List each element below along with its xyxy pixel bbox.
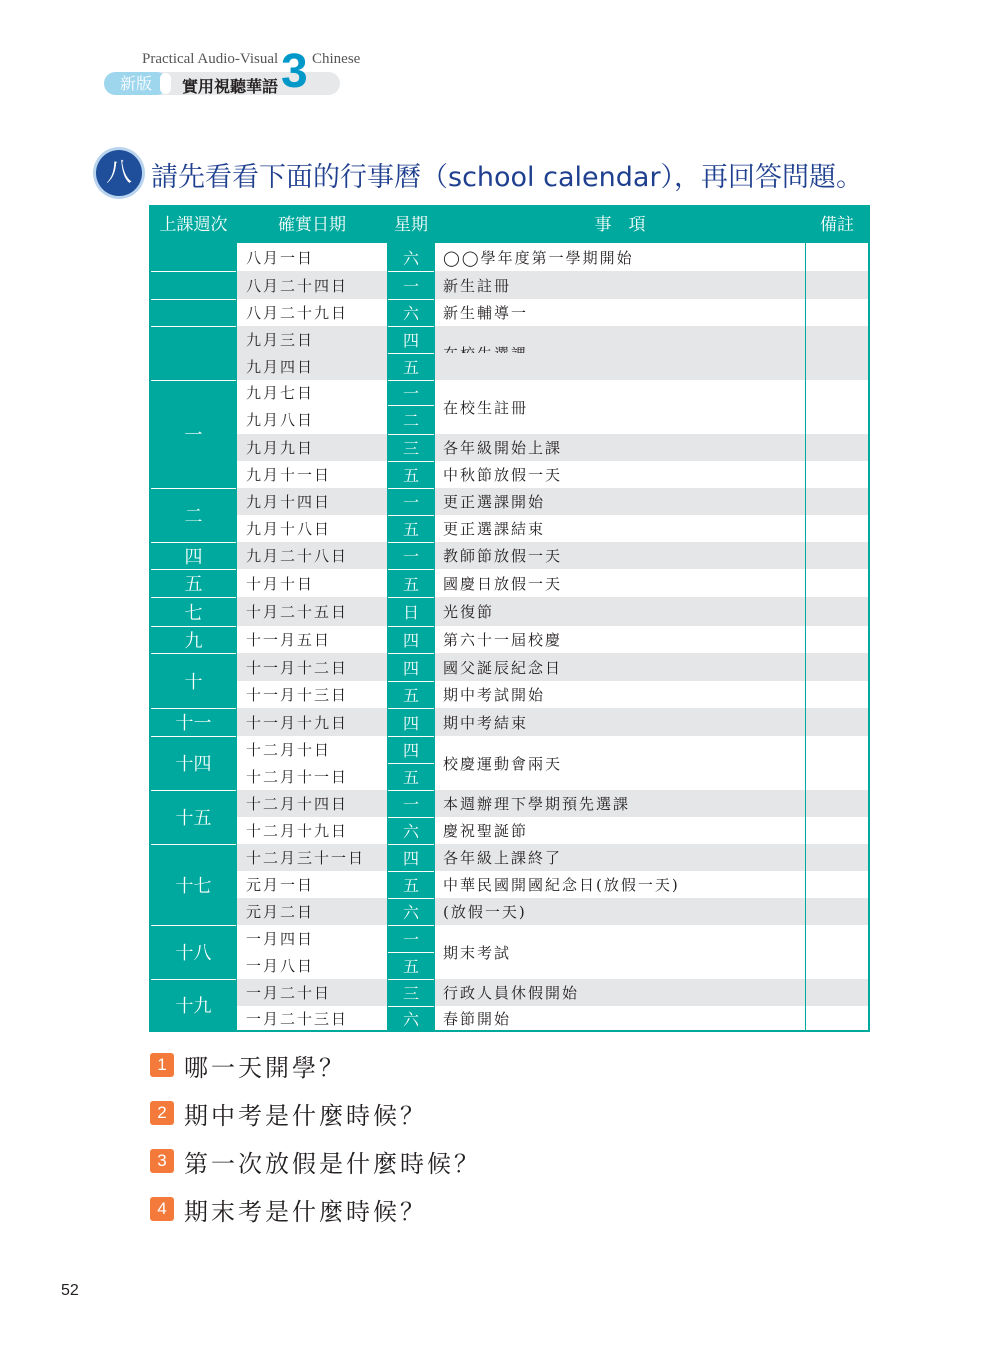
week-cell bbox=[151, 271, 236, 299]
weekday-cell: 五 bbox=[388, 871, 434, 898]
header-weekday: 星期 bbox=[394, 215, 428, 235]
header-divider bbox=[160, 73, 171, 94]
weekday-separator bbox=[388, 515, 434, 516]
weekday-cell: 四 bbox=[388, 708, 434, 736]
weekday-separator bbox=[388, 736, 434, 737]
weekday-separator bbox=[388, 353, 434, 354]
weekday-cell: 三 bbox=[388, 434, 434, 461]
weekday-cell: 五 bbox=[388, 461, 434, 488]
event-cell: 春節開始 bbox=[443, 1009, 512, 1028]
event-cell: 期中考試開始 bbox=[443, 686, 546, 704]
page-header bbox=[0, 0, 1000, 110]
date-cell: 八月一日 bbox=[246, 248, 315, 267]
event-cell: 本週辦理下學期預先選課 bbox=[443, 795, 631, 813]
weekday-separator bbox=[388, 871, 434, 872]
weekday-cell: 日 bbox=[388, 597, 434, 626]
event-cell: 期末考試 bbox=[443, 943, 512, 962]
week-separator bbox=[151, 844, 236, 845]
date-cell: 九月二十八日 bbox=[246, 547, 349, 565]
weekday-cell: 六 bbox=[388, 898, 434, 925]
weekday-cell: 五 bbox=[388, 353, 434, 380]
header-english-left: Practical Audio-Visual bbox=[142, 51, 279, 67]
week-cell bbox=[151, 243, 236, 271]
weekday-cell: 四 bbox=[388, 326, 434, 353]
date-cell: 十一月十三日 bbox=[246, 686, 349, 704]
weekday-separator bbox=[388, 405, 434, 406]
date-cell: 十一月十九日 bbox=[246, 713, 349, 732]
week-separator bbox=[151, 271, 236, 272]
date-cell: 十月二十五日 bbox=[246, 603, 349, 621]
date-cell: 一月二十三日 bbox=[246, 1009, 349, 1028]
weekday-separator bbox=[388, 434, 434, 435]
week-cell: 九 bbox=[151, 626, 236, 653]
week-separator bbox=[151, 542, 236, 543]
table-row bbox=[151, 763, 868, 790]
event-cell: 中秋節放假一天 bbox=[443, 466, 563, 484]
question-text: 期末考是什麼時候？ bbox=[184, 1197, 427, 1226]
question-number: 1 bbox=[150, 1053, 174, 1077]
question-text: 期中考是什麼時候？ bbox=[184, 1101, 427, 1130]
book-title: 實用視聽華語 bbox=[182, 77, 279, 96]
table-row bbox=[151, 952, 868, 979]
weekday-separator bbox=[388, 488, 434, 489]
question-number: 4 bbox=[150, 1197, 174, 1221]
event-cell: 光復節 bbox=[443, 603, 495, 621]
week-separator bbox=[151, 653, 236, 654]
weekday-separator bbox=[388, 569, 434, 570]
header-note: 備註 bbox=[820, 215, 854, 235]
date-cell: 十二月十一日 bbox=[246, 768, 349, 786]
exercise-number-badge: 八 bbox=[96, 150, 142, 196]
date-cell: 一月四日 bbox=[246, 930, 315, 948]
school-calendar-table bbox=[149, 205, 870, 1032]
weekday-cell: 六 bbox=[388, 817, 434, 844]
column-divider bbox=[434, 207, 435, 1030]
weekday-separator bbox=[388, 626, 434, 627]
weekday-cell: 一 bbox=[388, 271, 434, 299]
weekday-cell: 三 bbox=[388, 979, 434, 1006]
event-cell: 各年級開始上課 bbox=[443, 439, 563, 457]
event-cell: 第六十一屆校慶 bbox=[443, 631, 563, 649]
event-cell: 更正選課結束 bbox=[443, 520, 546, 538]
weekday-cell: 一 bbox=[388, 488, 434, 515]
weekday-separator bbox=[388, 817, 434, 818]
event-cell: 國父誕辰紀念日 bbox=[443, 658, 563, 677]
week-cell: 十七 bbox=[151, 844, 236, 925]
event-cell: 新生註冊 bbox=[443, 276, 512, 295]
date-cell: 九月九日 bbox=[246, 439, 315, 457]
event-cell: (放假一天) bbox=[443, 903, 527, 921]
weekday-cell: 二 bbox=[388, 405, 434, 434]
exercise-title: 請先看看下面的行事曆（school calendar），再回答問題。 bbox=[151, 162, 864, 193]
date-cell: 一月二十日 bbox=[246, 984, 332, 1002]
question-text: 哪一天開學？ bbox=[184, 1053, 346, 1082]
week-cell: 十八 bbox=[151, 925, 236, 979]
weekday-cell: 四 bbox=[388, 653, 434, 681]
column-divider bbox=[236, 207, 237, 1030]
weekday-cell: 五 bbox=[388, 952, 434, 979]
table-row bbox=[151, 353, 868, 380]
question-number: 2 bbox=[150, 1101, 174, 1125]
weekday-separator bbox=[388, 925, 434, 926]
weekday-cell: 一 bbox=[388, 542, 434, 569]
page-number: 52 bbox=[61, 1282, 79, 1299]
date-cell: 一月八日 bbox=[246, 957, 315, 975]
week-cell: 二 bbox=[151, 488, 236, 542]
week-separator bbox=[151, 299, 236, 300]
event-cell: 國慶日放假一天 bbox=[443, 574, 563, 593]
week-separator bbox=[151, 597, 236, 598]
date-cell: 九月八日 bbox=[246, 411, 315, 429]
weekday-separator bbox=[388, 542, 434, 543]
week-separator bbox=[151, 626, 236, 627]
weekday-separator bbox=[388, 271, 434, 272]
event-cell: 教師節放假一天 bbox=[443, 547, 563, 565]
week-separator bbox=[151, 326, 236, 327]
date-cell: 九月七日 bbox=[246, 384, 315, 402]
week-separator bbox=[151, 790, 236, 791]
week-separator bbox=[151, 736, 236, 737]
date-cell: 十一月五日 bbox=[246, 631, 332, 649]
date-cell: 十二月十日 bbox=[246, 741, 332, 759]
date-cell: 十二月十九日 bbox=[246, 822, 349, 840]
edition-badge: 新版 bbox=[104, 72, 168, 95]
weekday-cell: 一 bbox=[388, 790, 434, 817]
weekday-separator bbox=[388, 708, 434, 709]
date-cell: 十二月十四日 bbox=[246, 795, 349, 813]
weekday-separator bbox=[388, 461, 434, 462]
weekday-separator bbox=[388, 1006, 434, 1007]
week-cell: 十九 bbox=[151, 979, 236, 1030]
column-divider bbox=[387, 207, 388, 1030]
question-3 bbox=[150, 1146, 481, 1176]
date-cell: 八月二十九日 bbox=[246, 304, 349, 322]
week-separator bbox=[151, 708, 236, 709]
weekday-separator bbox=[388, 597, 434, 598]
weekday-separator bbox=[388, 299, 434, 300]
weekday-separator bbox=[388, 681, 434, 682]
table-row bbox=[151, 405, 868, 434]
week-cell: 七 bbox=[151, 597, 236, 626]
date-cell: 九月十八日 bbox=[246, 520, 332, 538]
header-date: 確實日期 bbox=[278, 215, 346, 235]
volume-number: 3 bbox=[281, 45, 308, 98]
week-cell: 十四 bbox=[151, 736, 236, 790]
week-separator bbox=[151, 925, 236, 926]
header-week: 上課週次 bbox=[159, 215, 228, 235]
question-number: 3 bbox=[150, 1149, 174, 1173]
weekday-separator bbox=[388, 844, 434, 845]
weekday-cell: 五 bbox=[388, 569, 434, 597]
weekday-separator bbox=[388, 653, 434, 654]
table-header-row bbox=[151, 207, 868, 243]
week-separator bbox=[151, 569, 236, 570]
date-cell: 九月十四日 bbox=[246, 493, 332, 511]
week-cell bbox=[151, 299, 236, 326]
weekday-separator bbox=[388, 898, 434, 899]
date-cell: 九月三日 bbox=[246, 331, 315, 349]
week-cell: 十一 bbox=[151, 708, 236, 736]
week-cell bbox=[151, 326, 236, 380]
date-cell: 元月一日 bbox=[246, 876, 315, 894]
event-cell: 行政人員休假開始 bbox=[443, 984, 580, 1002]
week-cell: 四 bbox=[151, 542, 236, 569]
column-divider bbox=[805, 207, 806, 1030]
event-cell: 校慶運動會兩天 bbox=[443, 754, 563, 773]
week-cell: 五 bbox=[151, 569, 236, 597]
date-cell: 十一月十二日 bbox=[246, 658, 349, 677]
weekday-separator bbox=[388, 763, 434, 764]
weekday-cell: 一 bbox=[388, 380, 434, 405]
event-cell: 各年級上課終了 bbox=[443, 849, 563, 867]
week-cell: 一 bbox=[151, 380, 236, 488]
header-event: 事 項 bbox=[594, 215, 646, 235]
header-english-right: Chinese bbox=[312, 51, 361, 67]
weekday-separator bbox=[388, 952, 434, 953]
date-cell: 八月二十四日 bbox=[246, 276, 349, 295]
weekday-cell: 六 bbox=[388, 299, 434, 326]
event-cell: 更正選課開始 bbox=[443, 493, 546, 511]
event-cell: ◯◯學年度第一學期開始 bbox=[443, 248, 634, 267]
question-text: 第一次放假是什麼時候？ bbox=[184, 1149, 481, 1178]
weekday-separator bbox=[388, 979, 434, 980]
event-cell: 慶祝聖誕節 bbox=[443, 822, 529, 840]
weekday-cell: 五 bbox=[388, 763, 434, 790]
date-cell: 十月十日 bbox=[246, 574, 315, 593]
weekday-cell: 一 bbox=[388, 925, 434, 952]
week-cell: 十 bbox=[151, 653, 236, 708]
date-cell: 九月十一日 bbox=[246, 466, 332, 484]
event-cell: 在校生註冊 bbox=[443, 398, 529, 417]
week-separator bbox=[151, 488, 236, 489]
week-separator bbox=[151, 380, 236, 381]
weekday-cell: 五 bbox=[388, 681, 434, 708]
weekday-cell: 六 bbox=[388, 243, 434, 271]
event-cell: 中華民國開國紀念日(放假一天) bbox=[443, 876, 680, 894]
date-cell: 九月四日 bbox=[246, 358, 315, 376]
weekday-cell: 六 bbox=[388, 1006, 434, 1030]
question-2 bbox=[150, 1098, 427, 1128]
date-cell: 十二月三十一日 bbox=[246, 849, 366, 867]
weekday-separator bbox=[388, 790, 434, 791]
question-1 bbox=[150, 1050, 346, 1080]
date-cell: 元月二日 bbox=[246, 903, 315, 921]
weekday-cell: 四 bbox=[388, 736, 434, 763]
weekday-separator bbox=[388, 326, 434, 327]
event-cell: 期中考結束 bbox=[443, 713, 529, 732]
question-4 bbox=[150, 1194, 427, 1224]
weekday-separator bbox=[388, 380, 434, 381]
week-separator bbox=[151, 979, 236, 980]
week-cell: 十五 bbox=[151, 790, 236, 844]
weekday-cell: 四 bbox=[388, 626, 434, 653]
weekday-cell: 四 bbox=[388, 844, 434, 871]
event-cell: 新生輔導一 bbox=[443, 304, 529, 322]
weekday-cell: 五 bbox=[388, 515, 434, 542]
